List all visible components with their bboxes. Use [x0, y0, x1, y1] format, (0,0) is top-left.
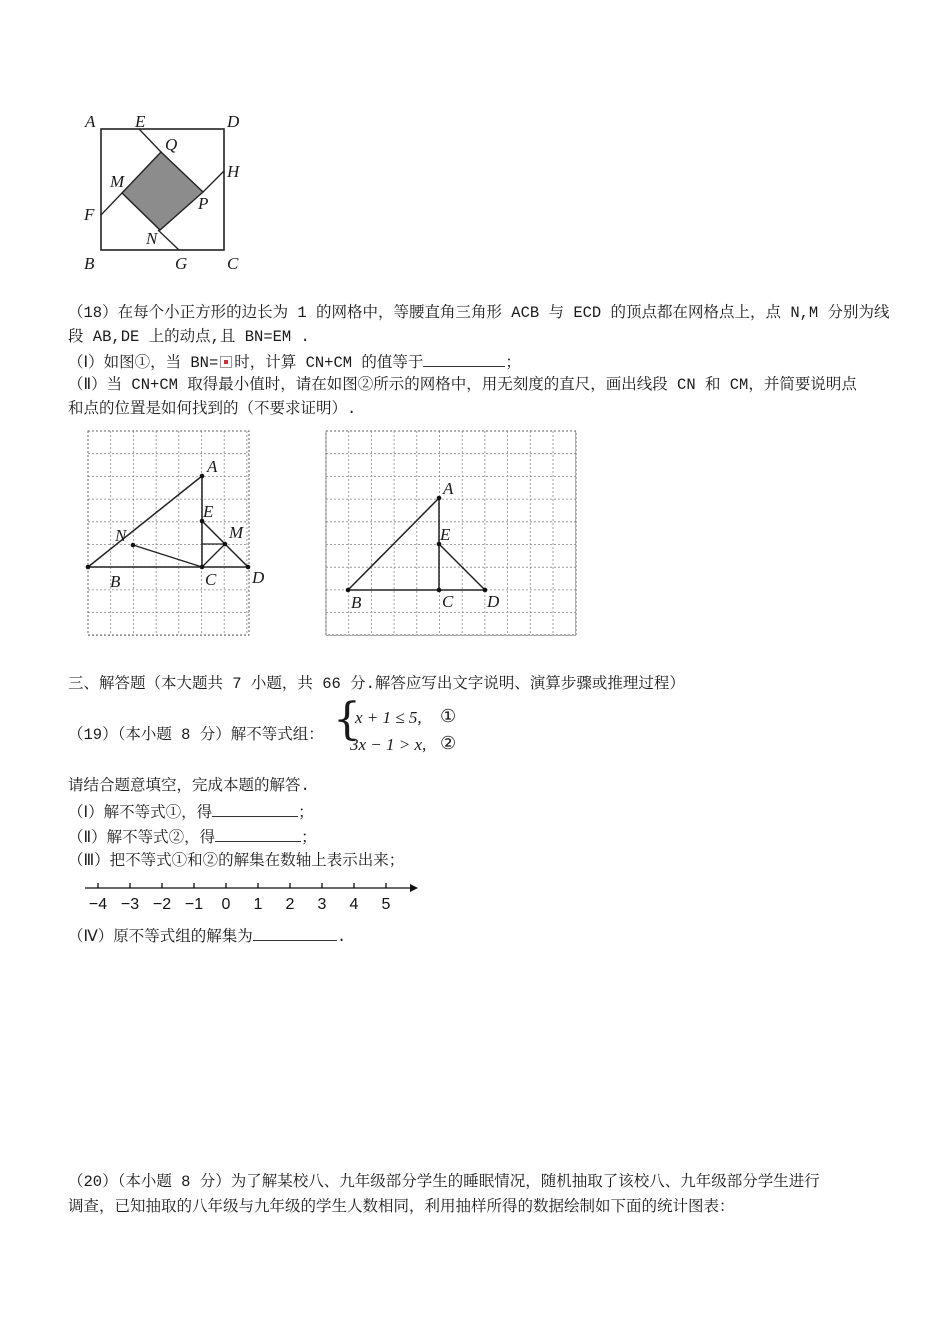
grid2-label-D: D: [487, 592, 500, 611]
inequality-1-mark: ①: [440, 706, 457, 727]
grid2-label-B: B: [351, 593, 362, 612]
grid2-label-C: C: [442, 592, 454, 611]
q19-step4: [68, 924, 346, 948]
q19-step2-end: ；: [301, 829, 317, 847]
label-F: F: [84, 205, 95, 224]
number-line-label: −3: [120, 896, 140, 913]
number-line-label: 4: [349, 896, 359, 913]
q19-step1: [68, 800, 314, 824]
label-H: H: [227, 162, 240, 181]
answer-blank-19-2[interactable]: [215, 825, 301, 842]
grid-figure-1: [80, 425, 280, 640]
number-line: [80, 876, 420, 916]
grid1-label-E: E: [203, 502, 214, 521]
q20-line2: 调查，已知抽取的八年级与九年级的学生人数相同，利用抽样所得的数据绘制如下面的统计图表：: [68, 1198, 735, 1216]
number-line-label: 0: [221, 896, 231, 913]
label-C: C: [227, 254, 239, 273]
grid1-label-M: M: [229, 523, 244, 542]
grid2-label-A: A: [443, 479, 454, 498]
label-M: M: [110, 172, 125, 191]
label-N: N: [146, 229, 158, 248]
q18-line1: （18）在每个小正方形的边长为 1 的网格中，等腰直角三角形 ACB 与 ECD 的顶点都在网格点上，点 N,M 分别为线: [68, 304, 890, 322]
number-line-label: −2: [152, 896, 172, 913]
number-line-label: −1: [184, 896, 204, 913]
q19-step4-text: （Ⅳ）原不等式组的解集为: [68, 928, 253, 946]
q19-step4-end: .: [336, 928, 347, 946]
broken-image-icon: [220, 356, 232, 368]
segment-CN: [133, 545, 202, 567]
segment-CM: [202, 544, 225, 567]
q19-step1-text: （Ⅰ）解不等式①，得: [68, 804, 213, 822]
number-line-label: −4: [88, 896, 108, 913]
answer-blank-19-4[interactable]: [253, 924, 337, 941]
q19-step1-end: ；: [298, 804, 314, 822]
q19-intro: （19）（本小题 8 分）解不等式组：: [68, 726, 324, 744]
shaded-square-MQPN: [122, 152, 203, 230]
q20-line1: （20）（本小题 8 分）为了解某校八、九年级部分学生的睡眠情况，随机抽取了该校八、九年级部分学生进行: [68, 1173, 820, 1191]
number-line-label: 3: [317, 896, 327, 913]
section3-heading: 三、解答题（本大题共 7 小题，共 66 分.解答应写出文字说明、演算步骤或推理过程）: [68, 675, 685, 693]
arrow-icon: [410, 884, 418, 892]
segment-PH: [203, 171, 224, 192]
q19-step2-text: （Ⅱ）解不等式②，得: [68, 829, 216, 847]
grid2-label-E: E: [440, 525, 451, 544]
answer-blank-19-1[interactable]: [212, 800, 298, 817]
inequality-1: x + 1 ≤ 5,: [355, 708, 422, 727]
q18-part2-line1: （Ⅱ）当 CN+CM 取得最小值时，请在如图②所示的网格中，用无刻度的直尺，画出线段 CN 和 CM，并简要说明点: [68, 376, 857, 394]
label-P: P: [198, 194, 209, 213]
label-D: D: [227, 112, 240, 131]
grid1-label-A: A: [207, 457, 218, 476]
number-line-label: 5: [381, 896, 391, 913]
square-figure: [75, 105, 255, 280]
q18-part1: [68, 350, 521, 374]
grid1-label-C: C: [205, 570, 217, 589]
left-brace: {: [333, 694, 361, 745]
segment-AB: [348, 498, 439, 590]
grid-lines: [88, 431, 249, 635]
grid1-label-N: N: [115, 526, 127, 545]
label-B: B: [84, 254, 95, 273]
label-A: A: [85, 112, 96, 131]
label-Q: Q: [165, 135, 178, 154]
q18-part1-pre: （Ⅰ）如图①，当 BN=: [68, 354, 219, 372]
grid1-label-D: D: [252, 568, 265, 587]
number-line-label: 1: [253, 896, 263, 913]
label-G: G: [175, 254, 188, 273]
q19-step3: （Ⅲ）把不等式①和②的解集在数轴上表示出来；: [68, 852, 405, 870]
segment-EQ: [139, 129, 161, 152]
grid-figure-2: [320, 425, 585, 640]
q19-prompt: 请结合题意填空，完成本题的解答.: [68, 777, 310, 795]
q19-step2: [68, 825, 317, 849]
q18-part1-end: ；: [505, 354, 521, 372]
q18-line2: 段 AB,DE 上的动点,且 BN=EM .: [68, 328, 310, 346]
segment-NG: [158, 230, 179, 250]
answer-blank-18-1[interactable]: [423, 350, 505, 367]
number-line-label: 2: [285, 896, 295, 913]
q18-part2-line2: 和点的位置是如何找到的（不要求证明）.: [68, 400, 357, 418]
segment-FM: [101, 193, 122, 215]
inequality-2-mark: ②: [440, 733, 457, 754]
label-E: E: [135, 112, 146, 131]
grid1-label-B: B: [110, 572, 121, 591]
inequality-2: 3x − 1 > x,: [350, 735, 427, 754]
q18-part1-post: 时，计算 CN+CM 的值等于: [234, 354, 424, 372]
